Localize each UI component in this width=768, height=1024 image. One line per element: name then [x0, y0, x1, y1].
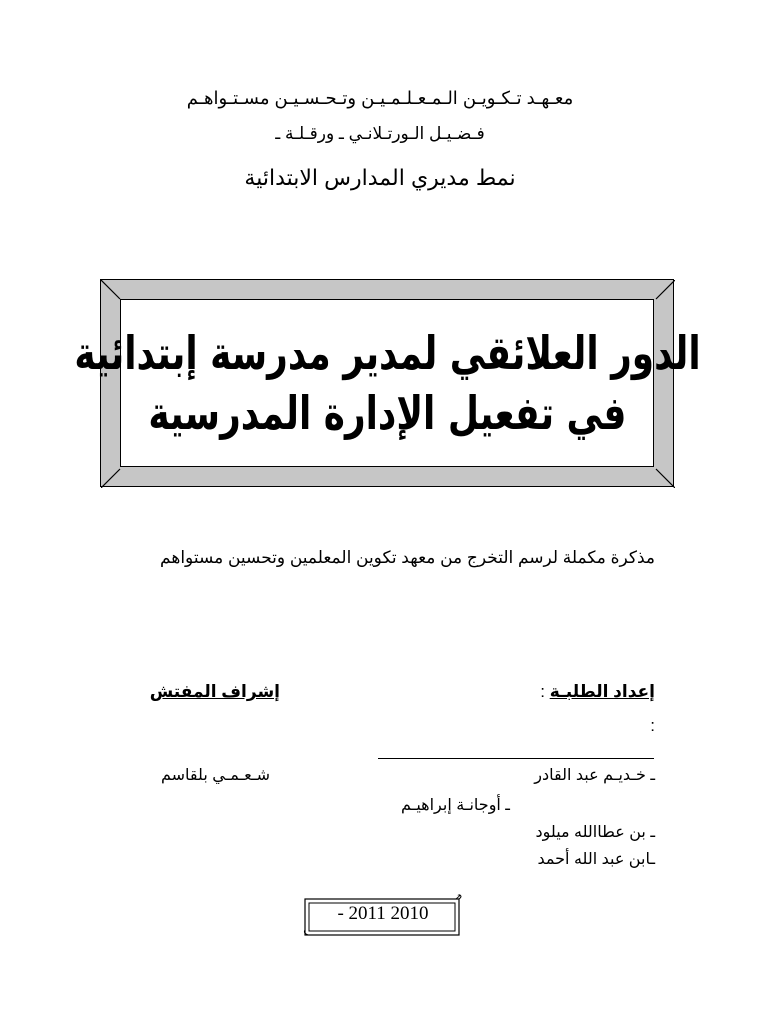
institute-location: فـضـيـل الـورتـلانـي ـ ورقـلـة ـ	[275, 124, 485, 143]
title-frame	[73, 279, 701, 487]
inspector-name: شـعـمـي بلقاسم	[161, 767, 270, 784]
student-2: ـ أوجانـة إبراهيـم	[400, 797, 510, 814]
prepared-by-colon: :	[540, 682, 545, 701]
pattern-title: نمط مديري المدارس الابتدائية	[244, 165, 516, 190]
title-panel	[73, 299, 701, 467]
prepared-by-rule	[378, 758, 654, 759]
student-1: ـ خـديـم عبد القادر	[534, 767, 655, 784]
student-3: ـ بن عطاالله ميلود	[535, 824, 655, 841]
institute-name: معـهـد تـكـويـن الـمـعـلـمـيـن وتـحـسـيـن مسـتـواهـم	[186, 88, 574, 108]
prepared-by-label	[440, 682, 655, 702]
supervision-label: إشراف المفتش	[149, 682, 280, 701]
student-4: ـابن عبد الله أحمد	[537, 851, 655, 868]
memo-description: مذكرة مكملة لرسم التخرج من معهد تكوين المعلمين وتحسين مستواهم	[160, 548, 655, 567]
year-scroll-box	[302, 893, 464, 937]
thesis-title-line1: الدور العلائقي لمدير مدرسة إبتدائية	[73, 326, 701, 380]
academic-year: - 2011 2010	[337, 903, 429, 924]
thesis-title-line2: في تفعيل الإدارة المدرسية	[148, 386, 626, 440]
prepared-by-text: إعداد الطلبـة	[549, 682, 655, 701]
prepared-by-colon-2: :	[650, 716, 655, 735]
